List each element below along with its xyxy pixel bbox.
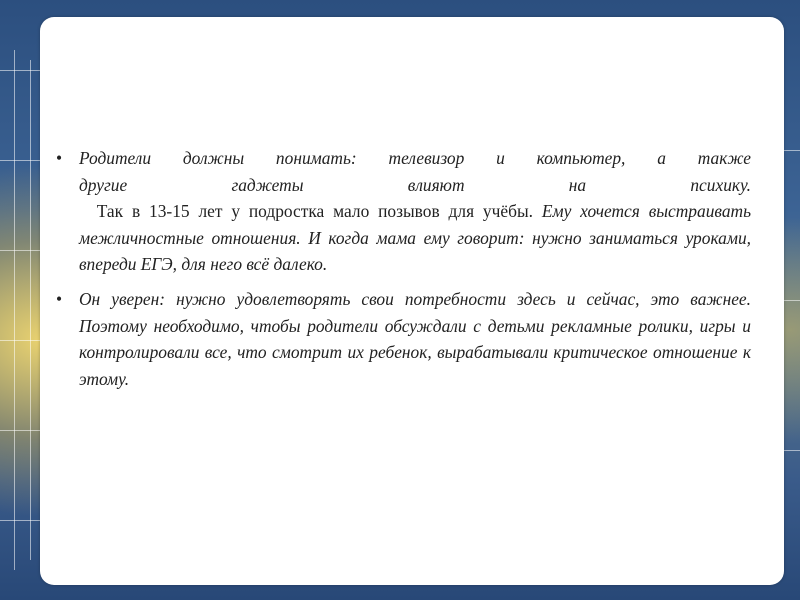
bullet-1-line-2: другие гаджеты влияют на психику. [79, 174, 751, 195]
bullet-1-sentence-2: Так в 13-15 лет у подростка мало позывов для учёбы. [96, 201, 533, 222]
grid-line [0, 70, 40, 71]
grid-line [0, 340, 40, 341]
grid-line [784, 450, 800, 451]
bullet-2-text: Он уверен: нужно удовлетворять свои потребности здесь и сейчас, это важнее. Поэтому необходимо, чтобы родители обсуждали с детьми рекламные ролики, игры и контролировали все, что смотрит их ребенок, вырабатывали критическое отношение к этому. [79, 288, 751, 389]
grid-line [0, 160, 40, 161]
bullet-dot-icon: • [56, 288, 63, 309]
grid-line [784, 150, 800, 151]
bullet-dot-icon: • [56, 148, 63, 168]
grid-line [14, 50, 15, 570]
bullet-1-rest: Ему хочется выстраивать межличностные отношения. И когда мама ему говорит: нужно заниматься уроками, впереди ЕГЭ, для него всё далеко. [79, 201, 751, 275]
bullet-1-line-1: Родители должны понимать: телевизор и компьютер, а также [79, 148, 751, 168]
slide-content [56, 145, 751, 400]
grid-line [0, 250, 40, 251]
grid-line [30, 60, 31, 560]
bullet-item [56, 145, 751, 278]
grid-line [0, 520, 40, 521]
bullet-item [56, 286, 751, 392]
grid-line [0, 430, 40, 431]
grid-line [784, 300, 800, 301]
